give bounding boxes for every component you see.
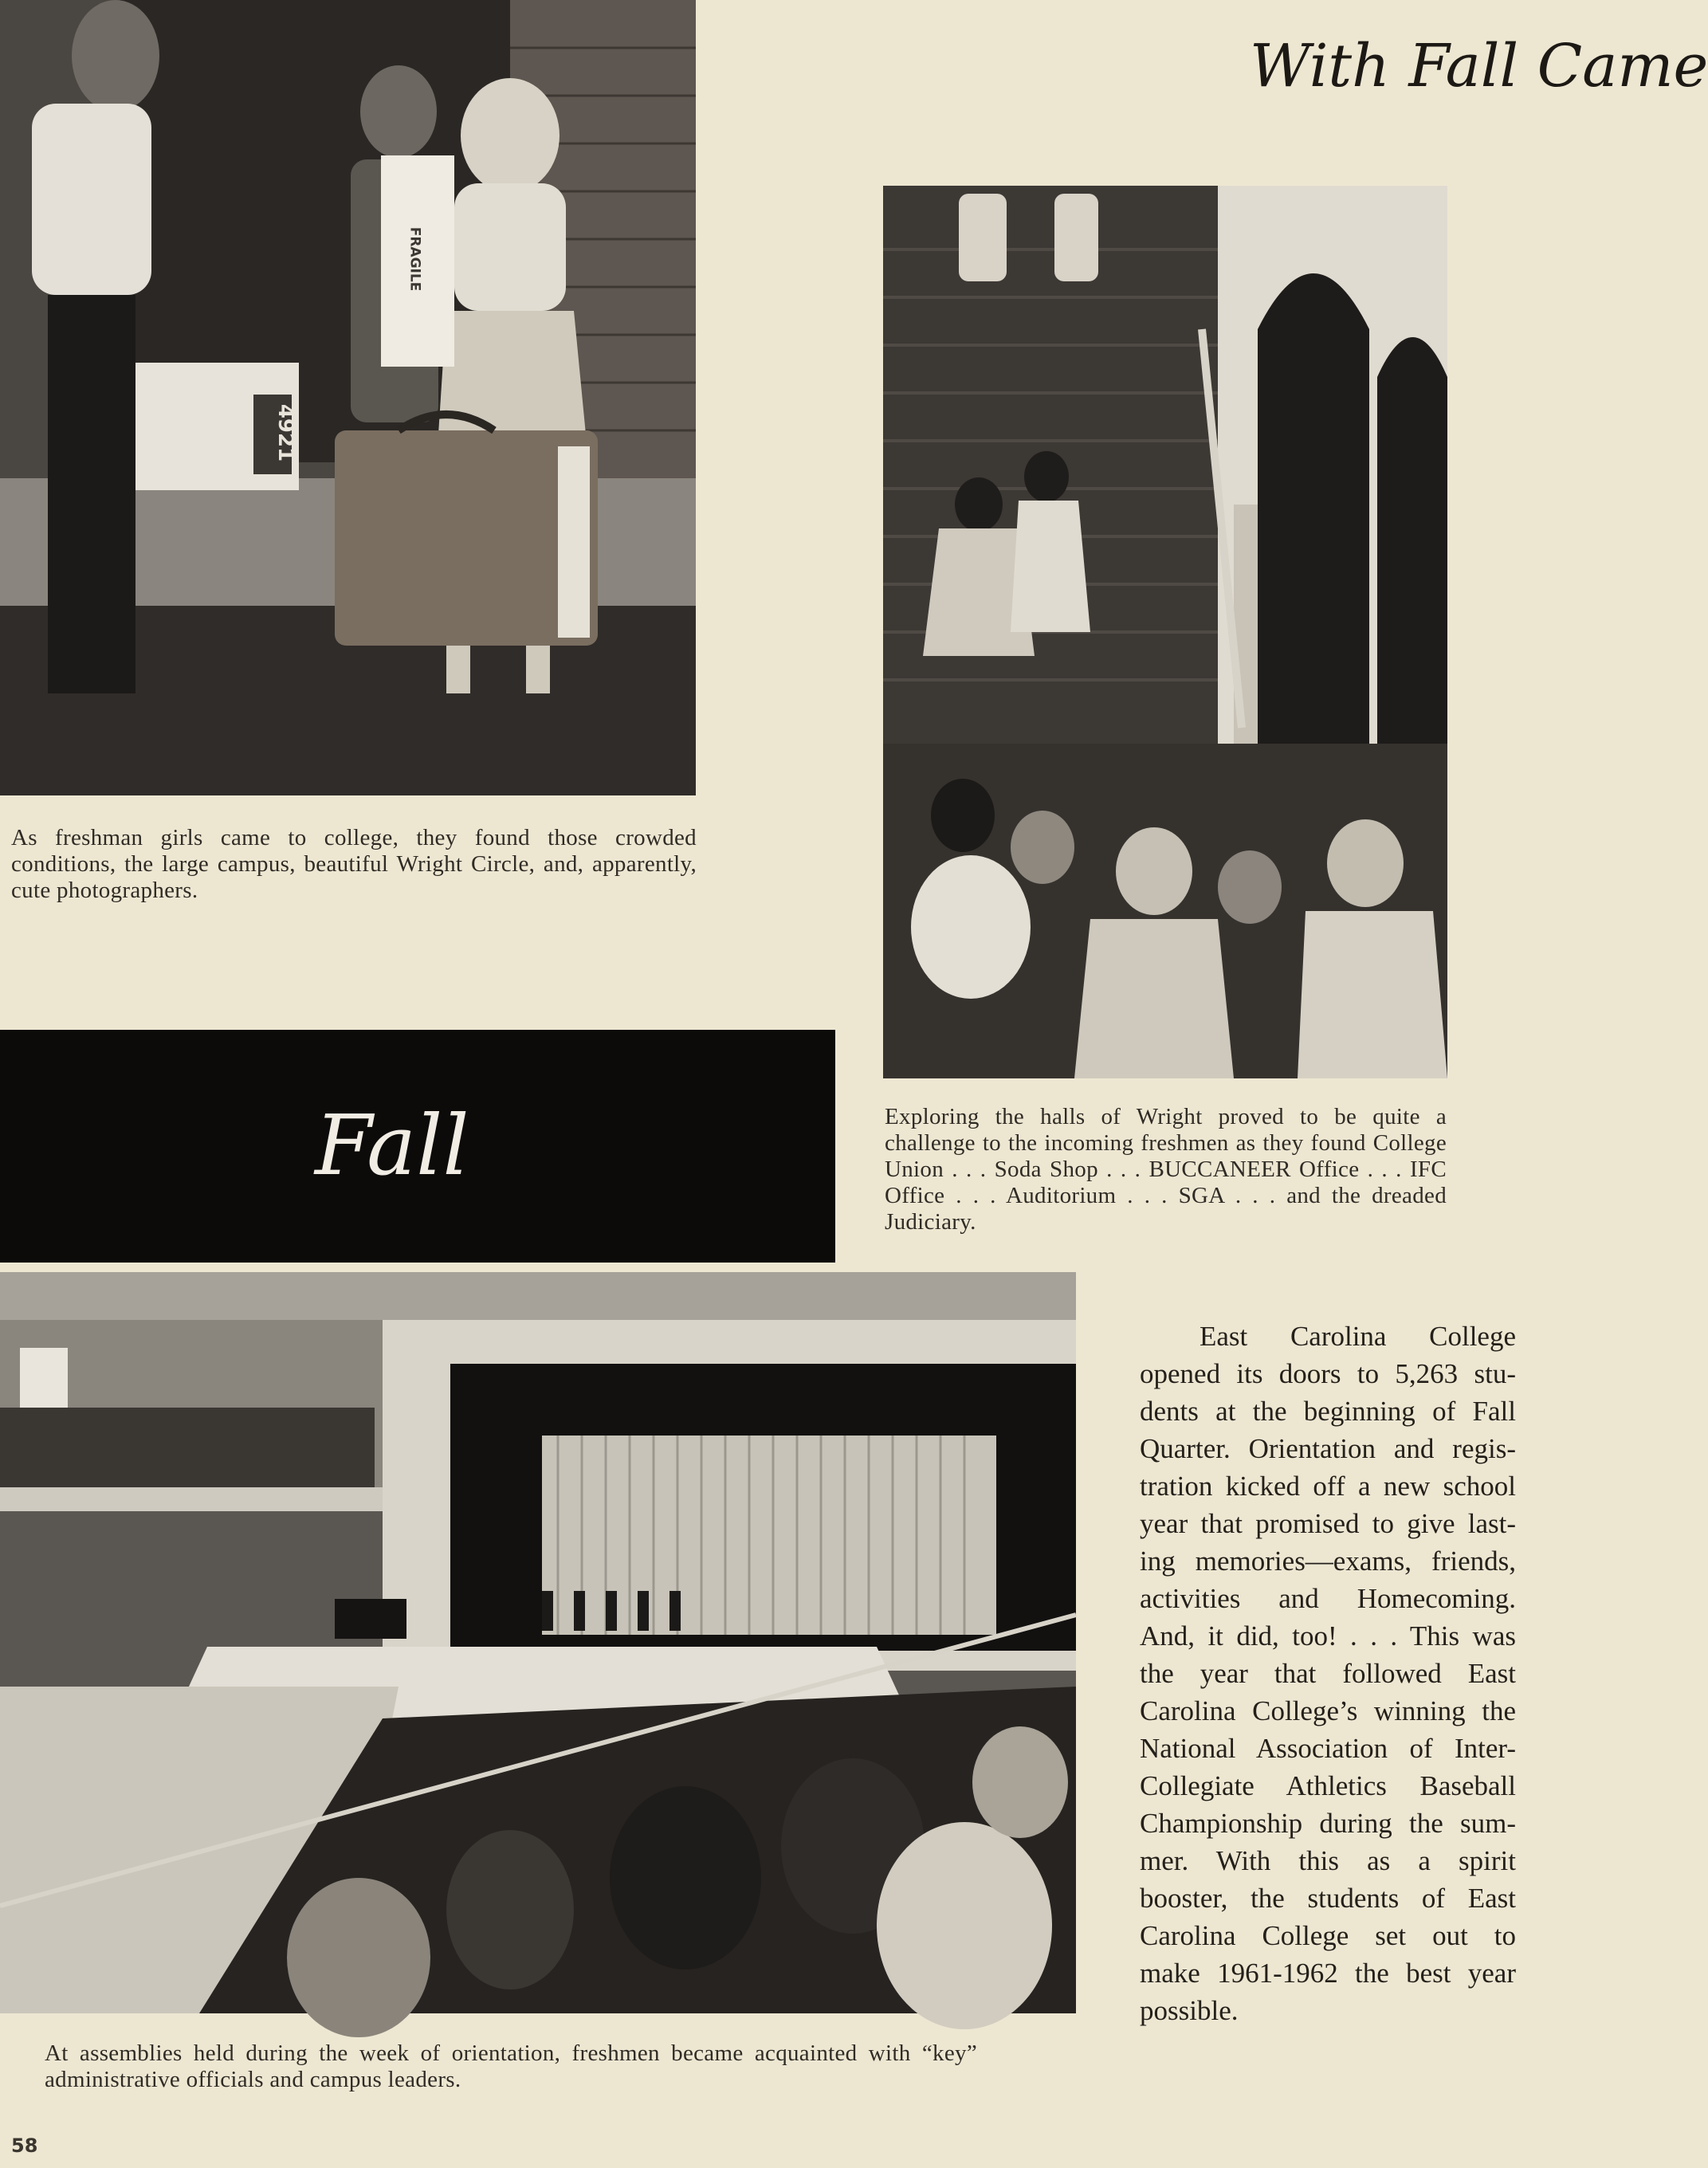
article-line: activities and Homecoming. xyxy=(1140,1583,1516,1614)
article-line: And, it did, too! . . . This was xyxy=(1140,1620,1516,1652)
page-header-title: With Fall Came xyxy=(1250,32,1708,100)
photo-assembly xyxy=(0,1272,1076,2013)
box-numbers-text: 4921 xyxy=(273,403,298,462)
article-line: opened its doors to 5,263 stu- xyxy=(1140,1358,1516,1389)
caption-wright-halls: Exploring the halls of Wright proved to be quite a challenge to the incoming freshmen as they found College Union . . . Soda Shop . . . BUCCANEER Office . . . IFC Office . . . Auditorium . . . SGA . . . and the dreaded Judiciary. xyxy=(885,1104,1447,1235)
article-line: the year that followed East xyxy=(1140,1658,1516,1689)
article-line: booster, the students of East xyxy=(1140,1883,1516,1914)
article-body xyxy=(1140,1318,1516,2029)
article-line: National Association of Inter- xyxy=(1140,1733,1516,1764)
article-line: make 1961-1962 the best year xyxy=(1140,1958,1516,1989)
article-line: ing memories—exams, friends, xyxy=(1140,1545,1516,1577)
article-line: possible. xyxy=(1140,1995,1239,2026)
box-fragile-text: FRAGILE xyxy=(406,226,423,292)
article-line: Carolina College’s winning the xyxy=(1140,1695,1516,1726)
section-title: Fall xyxy=(315,1097,469,1194)
article-line: Championship during the sum- xyxy=(1140,1808,1516,1839)
photo-wright-halls xyxy=(883,186,1447,1078)
caption-assembly: At assemblies held during the week of orientation, freshmen became acquainted with “key” administrative officials and campus leaders. xyxy=(45,2040,977,2092)
article-line: Quarter. Orientation and regis- xyxy=(1140,1433,1516,1464)
photo-freshman-girls xyxy=(0,0,696,795)
article-line: East Carolina College xyxy=(1200,1321,1516,1352)
article-line: mer. With this as a spirit xyxy=(1140,1845,1516,1876)
page-number: 58 xyxy=(11,2135,38,2157)
article-line: year that promised to give last- xyxy=(1140,1508,1516,1539)
article-line: Collegiate Athletics Baseball xyxy=(1140,1770,1516,1801)
article-line: dents at the beginning of Fall xyxy=(1140,1396,1516,1427)
article-line: Carolina College set out to xyxy=(1140,1920,1516,1951)
section-title-panel xyxy=(0,1030,835,1263)
caption-freshman-girls: As freshman girls came to college, they found those crowded conditions, the large campus, beautiful Wright Circle, and, apparently, cute photographers. xyxy=(11,825,697,903)
article-line: tration kicked off a new school xyxy=(1140,1471,1516,1502)
